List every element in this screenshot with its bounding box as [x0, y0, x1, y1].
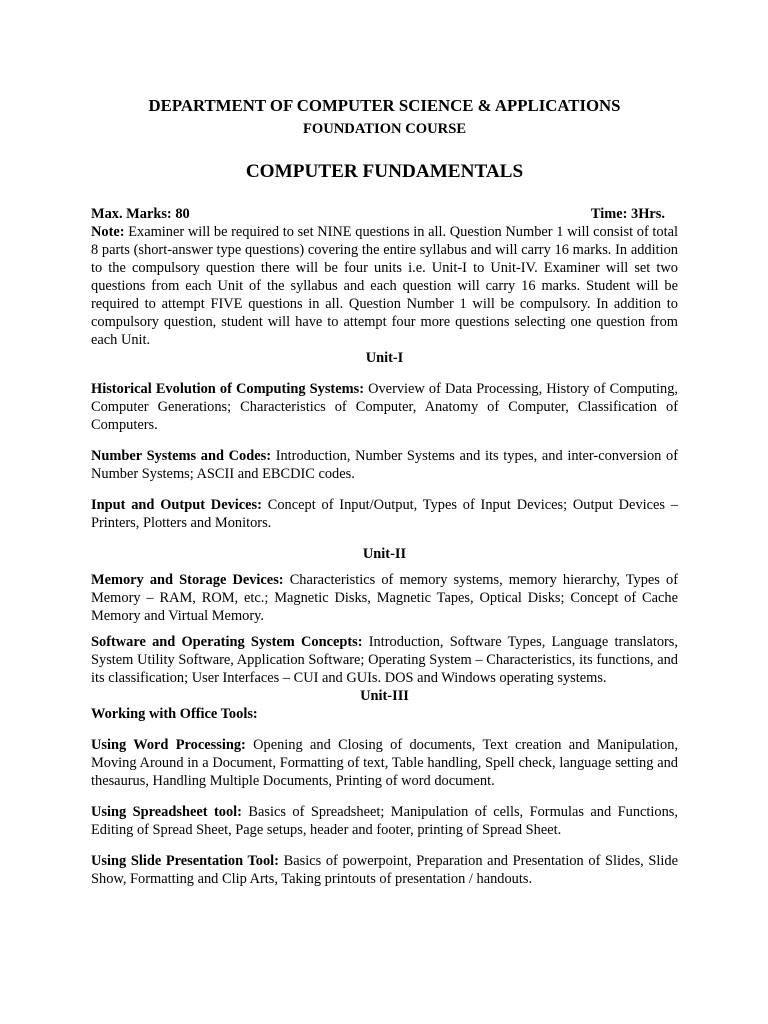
topic-text: Opening and Closing of documents, Text creation and Manipulation, Moving Around in a Document, Formatting of text, Table handling, Spell check, language setting and thesaurus, Handling Multiple Documents, Printing of word document. — [91, 737, 678, 789]
page-title: COMPUTER FUNDAMENTALS — [245, 161, 524, 182]
unit-heading: Unit-III — [360, 688, 409, 704]
note-text: Examiner will be required to set NINE questions in all. Question Number 1 will consist of total 8 parts (short-answer type questions) covering the entire syllabus and will carry 16 marks. In addition to the compulsory question there will be four units i.e. Unit-I to Unit-IV. Examiner will set two questions from each Unit of the syllabus and each question will carry 16 marks. Student will be required to attempt FIVE questions in all. Question Number 1 will be compulsory. In addition to compulsory question, student will have to attempt four more questions selecting one question from each Unit. — [91, 224, 678, 348]
topic-title: Using Slide Presentation Tool: — [91, 853, 279, 869]
unit-heading: Unit-II — [362, 546, 407, 562]
topic-paragraph — [91, 736, 678, 790]
exam-info-row — [91, 205, 678, 223]
note-label: Note: — [91, 224, 125, 240]
course-type-heading: FOUNDATION COURSE — [302, 121, 467, 137]
exam-time: Time: 3Hrs. — [590, 206, 665, 222]
topic-text: Overview of Data Processing, History of Computing, Computer Generations; Characteristics of Computer, Anatomy of Computer, Classification of Computers. — [91, 381, 678, 433]
topic-paragraph — [91, 571, 678, 625]
section-heading: Working with Office Tools: — [91, 706, 258, 722]
topic-text: Characteristics of memory systems, memory hierarchy, Types of Memory – RAM, ROM, etc.; Magnetic Disks, Magnetic Tapes, Optical Disks; Concept of Cache Memory and Virtual Memory. — [91, 572, 678, 624]
unit-heading: Unit-I — [365, 350, 404, 366]
topic-text: Basics of powerpoint, Preparation and Presentation of Slides, Slide Show, Formatting and Clip Arts, Taking printouts of presentation / handouts. — [91, 853, 678, 887]
topic-paragraph — [91, 496, 678, 532]
topic-title: Input and Output Devices: — [91, 497, 262, 513]
topic-text: Introduction, Number Systems and its types, and inter-conversion of Number Systems; ASCII and EBCDIC codes. — [91, 448, 678, 482]
topic-title: Historical Evolution of Computing Systems: — [91, 381, 364, 397]
topic-title: Using Word Processing: — [91, 737, 246, 753]
topic-title: Number Systems and Codes: — [91, 448, 272, 464]
page-content — [91, 96, 678, 888]
department-heading: DEPARTMENT OF COMPUTER SCIENCE & APPLICATIONS — [148, 96, 621, 115]
max-marks: Max. Marks: 80 — [91, 206, 190, 222]
topic-text: Concept of Input/Output, Types of Input Devices; Output Devices – Printers, Plotters and Monitors. — [91, 497, 679, 531]
topic-title: Using Spreadsheet tool: — [91, 804, 242, 820]
topic-paragraph — [91, 447, 678, 483]
topic-paragraph — [91, 852, 678, 888]
topic-paragraph — [91, 803, 678, 839]
topic-title: Memory and Storage Devices: — [91, 572, 284, 588]
exam-note — [91, 223, 678, 349]
topic-text: Basics of Spreadsheet; Manipulation of cells, Formulas and Functions, Editing of Spread Sheet, Page setups, header and footer, printing of Spread Sheet. — [91, 804, 678, 838]
topic-paragraph — [91, 633, 678, 687]
topic-text: Introduction, Software Types, Language translators, System Utility Software, Application Software; Operating System – Characteristics, its functions, and its classification; User Interfaces – CUI and GUIs. DOS and Windows operating systems. — [91, 634, 679, 686]
topic-title: Software and Operating System Concepts: — [91, 634, 363, 650]
topic-paragraph — [91, 380, 678, 434]
